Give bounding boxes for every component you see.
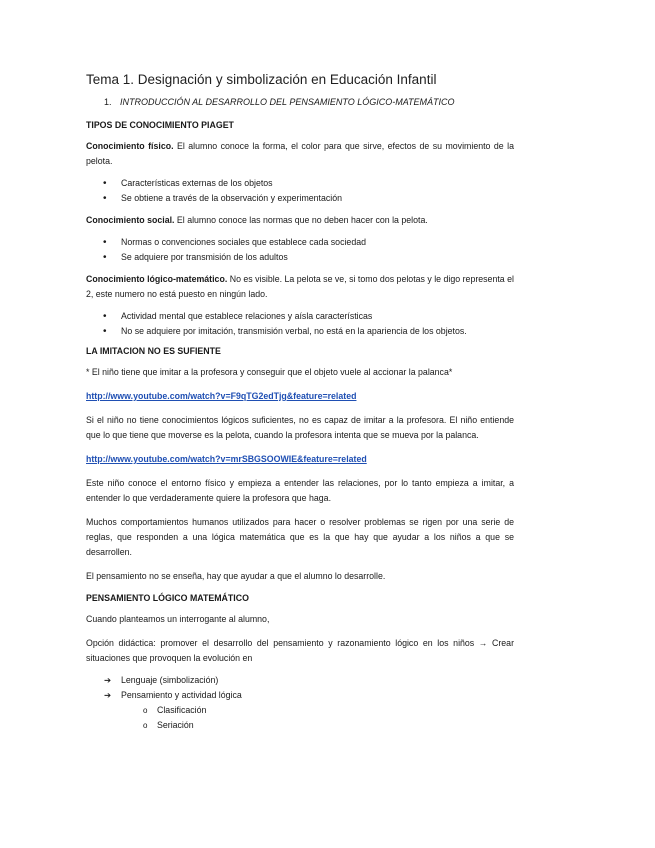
text-fisico: El alumno conoce la forma, el color para que sirve, efectos de su movimiento de la pelota. — [86, 141, 514, 166]
bullet-list-logico — [86, 309, 514, 339]
bullet-list-social — [86, 235, 514, 265]
paragraph-6-start: Opción didáctica: promover el desarrollo del pensamiento y razonamiento lógico en los niños — [86, 638, 479, 648]
section-heading-imitacion: LA IMITACION NO ES SUFIENTE — [86, 346, 221, 356]
paragraph-quote: * El niño tiene que imitar a la profesora y conseguir que el objeto vuele al accionar la palanca* — [86, 367, 453, 377]
video-link-1[interactable]: http://www.youtube.com/watch?v=F9qTG2edTjg&feature=related — [86, 391, 357, 401]
subheading-text: INTRODUCCIÓN AL DESARROLLO DEL PENSAMIENTO LÓGICO-MATEMÁTICO — [120, 97, 455, 107]
text-social: El alumno conoce las normas que no deben hacer con la pelota. — [174, 215, 428, 225]
label-fisico: Conocimiento físico. — [86, 141, 174, 151]
subheading — [104, 97, 514, 107]
section-heading-pensamiento: PENSAMIENTO LÓGICO MATEMÁTICO — [86, 593, 249, 603]
video-link-2[interactable]: http://www.youtube.com/watch?v=mrSBGSOOWIE&feature=related — [86, 454, 367, 464]
list-item: o Seriación — [86, 718, 514, 733]
subheading-number: 1. — [104, 97, 112, 107]
arrow-list — [86, 673, 514, 703]
page-title: Tema 1. Designación y simbolización en Educación Infantil — [86, 72, 437, 87]
label-logico: Conocimiento lógico-matemático. — [86, 274, 228, 284]
list-item: ➔ Lenguaje (simbolización) — [86, 673, 514, 688]
arrow-right-icon: → — [478, 638, 488, 648]
list-item: ➔ Pensamiento y actividad lógica — [86, 688, 514, 703]
paragraph-fisico — [86, 139, 514, 169]
paragraph-3: Muchos comportamientos humanos utilizados para hacer o resolver problemas se rigen por una serie de reglas, que responden a una lógica matemática que es la que hay que ayudar a los niños a que se desarrollen. — [86, 517, 514, 557]
text-logico: No es visible. La pelota se ve, si tomo dos pelotas y le digo representa el 2, este numero no está puesto en ningún lado. — [86, 274, 514, 299]
list-item: • No se adquiere por imitación, transmisión verbal, no está en la apariencia de los objetos. — [86, 324, 514, 339]
paragraph-6 — [86, 636, 514, 666]
list-item: • Normas o convenciones sociales que establece cada sociedad — [86, 235, 514, 250]
list-item: • Se adquiere por transmisión de los adultos — [86, 250, 514, 265]
paragraph-6-end: Crear situaciones que provoquen la evolución en — [86, 638, 514, 663]
list-item: • Actividad mental que establece relaciones y aísla características — [86, 309, 514, 324]
paragraph-1: Si el niño no tiene conocimientos lógicos suficientes, no es capaz de imitar a la profesora. El niño entiende que lo que tiene que moverse es la pelota, cuando la profesora intenta que se mueva por la palanca. — [86, 415, 514, 440]
label-social: Conocimiento social. — [86, 215, 175, 225]
paragraph-logico — [86, 272, 514, 302]
list-item: o Clasificación — [86, 703, 514, 718]
paragraph-4: El pensamiento no se enseña, hay que ayudar a que el alumno lo desarrolle. — [86, 571, 386, 581]
circle-list — [86, 703, 514, 733]
paragraph-2: Este niño conoce el entorno físico y empieza a entender las relaciones, por lo tanto empieza a imitar, a entender lo que verdaderamente quiere la profesora que haga. — [86, 478, 514, 503]
list-item: • Se obtiene a través de la observación y experimentación — [86, 191, 514, 206]
list-item: • Características externas de los objetos — [86, 176, 514, 191]
bullet-list-fisico — [86, 176, 514, 206]
section-heading-piaget: TIPOS DE CONOCIMIENTO PIAGET — [86, 120, 234, 130]
document-body — [86, 72, 514, 733]
paragraph-social — [86, 213, 514, 228]
paragraph-5: Cuando planteamos un interrogante al alumno, — [86, 614, 270, 624]
